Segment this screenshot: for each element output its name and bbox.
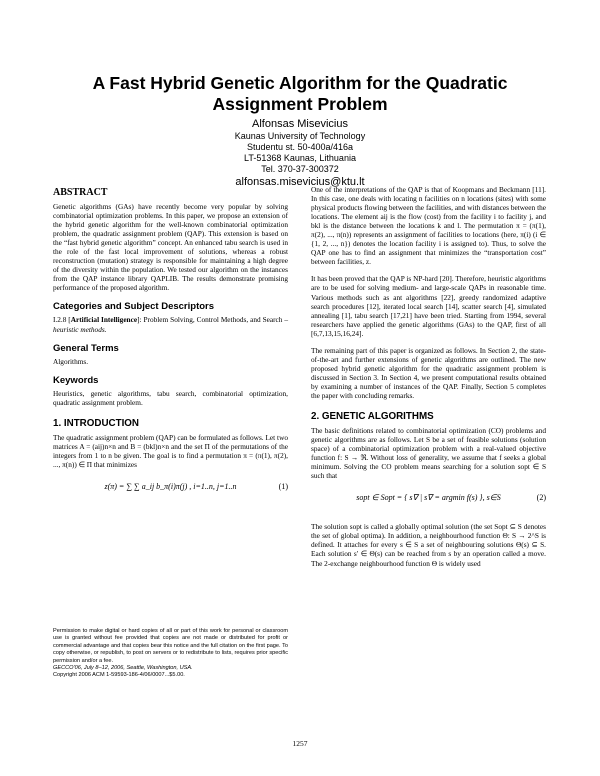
author-tel: Tel. 370-37-300372	[261, 164, 339, 174]
equation-1	[53, 477, 288, 499]
page-number: 1257	[292, 739, 308, 748]
categories-rest: ]: Problem Solving, Control Methods, and Search –	[137, 315, 288, 325]
equation-2	[311, 488, 546, 510]
general-terms-text: Algorithms.	[53, 356, 89, 366]
general-terms-heading: General Terms	[53, 342, 119, 354]
permission-text: Permission to make digital or hard copies of all or part of this work for personal or classroom use is granted without fee provided that copies are not made or distributed for profit or commercial advantage and that copies bear this notice and the full citation on the first page. To copy otherwise, or republish, to post on servers or to redistribute to lists, requires prior specific permission and/or a fee.	[53, 628, 288, 664]
right-paragraph-2: It has been proved that the QAP is NP-hard [20]. Therefore, heuristic algorithms are to be used for solving medium- and large-scale QAPs in reasonable time. Various methods such as ant algorithms [22], greedy randomized adaptive search procedures [12], iterated local search [14], scatter search [4], simulated annealing [1], tabu search [17,21] have been tried. Starting from 1994, several researchers have applied the genetic algorithms (GAs) to the QAP, first of all [6,7,13,15,16,24].	[311, 274, 546, 338]
abstract-text: Genetic algorithms (GAs) have recently become very popular by solving combinatorial optimization problems. In this paper, we propose an extension of the hybrid genetic algorithm for the well-known combinatorial optimization problem, the quadratic assignment problem (QAP). This extension is based on the “fast hybrid genetic algorithm” concept. An enhanced tabu search is used in the role of the fast local improvement of solutions, whereas a robust reconstruction (mutation) strategy is responsible for maintaining a high degree of the diversity within the population. We tested our algorithm on the instances from the QAP instance library QAPLIB. The results demonstrate promising performance of the proposed algorithm.	[53, 202, 288, 293]
author-city: LT-51368 Kaunas, Lithuania	[244, 153, 356, 163]
author-street: Studentu st. 50-400a/416a	[246, 142, 354, 152]
author-block	[150, 117, 450, 189]
left-column	[53, 187, 288, 511]
permission-copyright: Copyright 2006 ACM 1-59593-186-4/06/0007...$5.00.	[53, 672, 185, 679]
keywords-text: Heuristics, genetic algorithms, tabu search, combinatorial optimization, quadratic assignment problem.	[53, 388, 288, 407]
keywords-heading: Keywords	[53, 374, 99, 386]
intro-heading: 1. INTRODUCTION	[53, 417, 139, 429]
categories-bold: Artificial Intelligence	[70, 315, 138, 325]
paper-title	[60, 73, 540, 115]
categories-code: I.2.8 [	[53, 315, 71, 325]
abstract-heading: ABSTRACT	[53, 187, 108, 198]
right-paragraph-5: The solution sopt is called a globally optimal solution (the set Sopt ⊆ S denotes the set of global optima). In addition, a neighbourhood function Θ: S → 2^S is defined. It attaches for every s ∈ S a set of neighbouring solutions Θ(s) ⊆ S. Each solution s′ ∈ Θ(s) can be reached from s by an operation called a move. The 2-exchange neighbourhood function Θ is widely used	[311, 522, 546, 568]
categories-text	[53, 315, 288, 333]
equation-2-number: (2)	[536, 493, 546, 503]
categories-heading: Categories and Subject Descriptors	[53, 301, 215, 313]
author-name: Alfonsas Misevicius	[252, 118, 348, 130]
equation-1-number: (1)	[278, 481, 288, 491]
intro-text: The quadratic assignment problem (QAP) can be formulated as follows. Let two matrices A = (aij)n×n and B = (bkl)n×n and the set Π of the permutations of the integers from 1 to n be given. The goal is to find a permutation π = (π(1), π(2), ..., π(n)) ∈ Π that minimizes	[53, 432, 288, 469]
right-paragraph-3: The remaining part of this paper is organized as follows. In Section 2, the state-of-the-art and further extensions of genetic algorithms are outlined. The new proposed hybrid genetic algorithm for the quadratic assignment problem is discussed in Section 3. In Section 4, we present computational results obtained by examining a number of instances of the QAP. Finally, Section 5 completes the paper with concluding remarks.	[311, 345, 546, 400]
section-2-heading: 2. GENETIC ALGORITHMS	[311, 411, 434, 423]
permission-notice	[53, 628, 288, 680]
title-line-1: A Fast Hybrid Genetic Algorithm for the Quadratic	[92, 73, 508, 93]
author-email[interactable]: alfonsas.misevicius@ktu.lt	[235, 176, 365, 188]
author-affiliation: Kaunas University of Technology	[234, 131, 366, 141]
equation-1-body: z(π) = ∑ ∑ a_ij b_π(i)π(j) , i=1..n, j=1..n	[104, 481, 237, 491]
categories-italic: heuristic methods.	[53, 324, 107, 334]
equation-2-body: sopt ∈ Sopt = { s∇ | s∇ = argmin f(s) }, s∈S	[356, 493, 501, 503]
permission-venue: GECCO'06, July 8–12, 2006, Seattle, Washington, USA.	[53, 665, 193, 672]
title-line-2: Assignment Problem	[212, 94, 388, 114]
right-column	[311, 185, 546, 576]
right-paragraph-4: The basic definitions related to combinatorial optimization (CO) problems and genetic algorithms are as follows. Let S be a set of feasible solutions (solution space) of a combinatorial optimization problem with a real-valued objective function f: S → ℜ. Without loss of generality, we assume that f seeks a global minimum. Solving the CO problem means searching for a solution sopt ∈ S such that	[311, 426, 546, 481]
right-paragraph-1: One of the interpretations of the QAP is that of Koopmans and Beckmann [11]. In this case, one deals with locating n facilities on n locations (sites) with some physical products flowing between the facilities, and with distances between the locations. The element aij is the flow (cost) from the facility i to facility j, and bkl is the distance between the locations k and l. The permutation π = (π(1), π(2), ..., π(n)) represents an assignment of facilities to locations (here, π(i) (i ∈ {1, 2, ..., n}) denotes the location facility i is assigned to). Thus, to solve the QAP one has to find an assignment that minimizes the “transportation cost” between facilities, z.	[311, 185, 546, 267]
